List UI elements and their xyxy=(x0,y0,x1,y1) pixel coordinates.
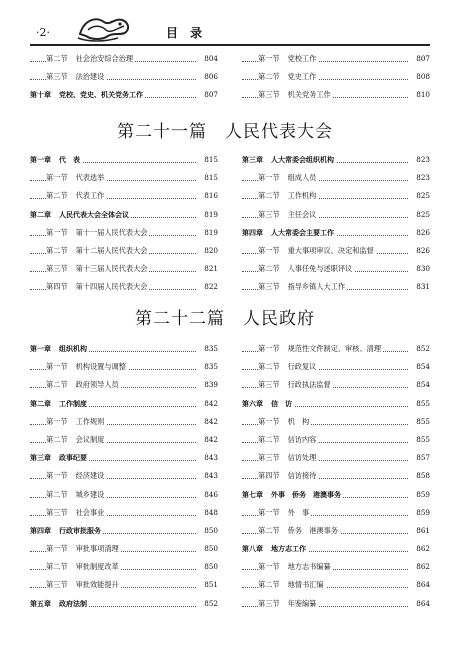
entry-label xyxy=(258,187,318,205)
entry-number: 第三节 xyxy=(46,72,68,82)
toc-section-entry xyxy=(242,358,430,376)
entry-title: 党史工作 xyxy=(287,72,317,82)
toc-section-entry xyxy=(30,558,218,576)
entry-number: 第二节 xyxy=(258,191,280,201)
page-header xyxy=(30,10,430,46)
entry-title: 审批事项清理 xyxy=(75,544,119,554)
toc-section-entry xyxy=(30,224,218,242)
entry-page-number: 825 xyxy=(408,206,430,224)
toc-section-entry xyxy=(242,595,430,613)
entry-title: 侨务 港澳事务 xyxy=(287,525,338,535)
toc-section-entry xyxy=(242,242,430,260)
toc-chapter-entry xyxy=(242,224,430,242)
entry-page-number: 807 xyxy=(196,86,218,104)
entry-page-number: 822 xyxy=(196,278,218,296)
entry-title: 人事任免与述职评议 xyxy=(287,264,353,274)
entry-title: 代表工作 xyxy=(75,191,105,201)
entry-title: 党校、党史、机关党务工作 xyxy=(59,91,143,100)
entry-title: 外事 侨务 港澳事务 xyxy=(271,490,341,499)
entry-label xyxy=(258,260,354,278)
entry-label xyxy=(258,376,333,394)
entry-number: 第二节 xyxy=(46,562,68,572)
entry-label xyxy=(46,278,149,296)
entry-title: 组织机构 xyxy=(59,345,87,353)
entry-title: 政府法制 xyxy=(59,599,87,608)
entry-page-number: 815 xyxy=(196,151,218,169)
toc-part22-right-column xyxy=(242,340,430,613)
entry-page-number: 864 xyxy=(408,595,430,613)
entry-label xyxy=(258,169,318,187)
entry-label xyxy=(258,595,318,613)
entry-page-number: 826 xyxy=(408,224,430,242)
entry-number: 第六章 xyxy=(242,399,263,408)
toc-chapter-entry xyxy=(242,395,430,413)
entry-page-number: 808 xyxy=(408,68,430,86)
entry-label xyxy=(258,340,383,358)
entry-label xyxy=(30,340,89,358)
page-number: ·2· xyxy=(36,26,50,39)
entry-page-number: 820 xyxy=(196,242,218,260)
toc-section-entry xyxy=(242,522,430,540)
toc-section-entry xyxy=(30,576,218,594)
entry-number: 第一节 xyxy=(46,544,68,554)
entry-page-number: 855 xyxy=(408,395,430,413)
part-21-title xyxy=(0,117,450,142)
entry-title: 组成人员 xyxy=(287,173,317,183)
toc-chapter-entry xyxy=(30,595,218,613)
entry-label xyxy=(258,558,333,576)
entry-page-number: 835 xyxy=(196,340,218,358)
entry-title: 行政执法监督 xyxy=(287,380,331,390)
entry-page-number: 839 xyxy=(196,376,218,394)
entry-title: 审批效能提升 xyxy=(75,580,119,590)
toc-section-entry xyxy=(242,86,430,104)
entry-title: 机构设置与调整 xyxy=(75,362,126,372)
entry-page-number: 842 xyxy=(196,413,218,431)
entry-page-number: 851 xyxy=(196,576,218,594)
entry-number: 第二节 xyxy=(258,72,280,82)
header-title: 目 录 xyxy=(166,26,207,40)
entry-title: 人大常委会组织机构 xyxy=(271,156,334,164)
entry-label xyxy=(258,576,326,594)
entry-label xyxy=(30,595,89,613)
part-21-number: 第二十一篇 xyxy=(117,122,207,142)
part-22-title xyxy=(0,304,450,329)
entry-label xyxy=(46,376,121,394)
entry-number: 第三节 xyxy=(258,282,280,292)
entry-label xyxy=(258,206,318,224)
entry-label xyxy=(46,558,121,576)
entry-page-number: 843 xyxy=(196,449,218,467)
entry-number: 第一节 xyxy=(258,173,280,183)
entry-page-number: 852 xyxy=(196,595,218,613)
entry-page-number: 842 xyxy=(196,395,218,413)
entry-title: 政事纪要 xyxy=(59,454,87,463)
entry-label xyxy=(46,50,135,68)
entry-page-number: 816 xyxy=(196,187,218,205)
toc-section-entry xyxy=(30,540,218,558)
entry-label xyxy=(46,413,106,431)
entry-number: 第二节 xyxy=(258,525,280,535)
toc-section-entry xyxy=(30,504,218,522)
entry-label xyxy=(30,522,103,540)
entry-number: 第二节 xyxy=(258,580,280,590)
entry-number: 第二节 xyxy=(46,54,68,63)
entry-label xyxy=(242,486,343,504)
entry-label xyxy=(46,504,106,522)
entry-page-number: 861 xyxy=(408,522,430,540)
entry-title: 机关党务工作 xyxy=(287,90,331,100)
toc-section-entry xyxy=(30,50,218,68)
entry-title: 第十一届人民代表大会 xyxy=(75,227,148,237)
toc-part22-left-column xyxy=(30,340,218,613)
entry-number: 第三节 xyxy=(46,507,68,517)
toc-section-entry xyxy=(242,50,430,68)
entry-title: 人民代表大会全体会议 xyxy=(59,210,129,219)
entry-page-number: 854 xyxy=(408,376,430,394)
toc-part21-left-column xyxy=(30,151,218,297)
entry-label xyxy=(46,431,106,449)
header-rule xyxy=(30,44,430,46)
entry-number: 第一节 xyxy=(46,173,68,183)
toc-section-entry xyxy=(242,576,430,594)
toc-section-entry xyxy=(30,413,218,431)
entry-label xyxy=(242,540,308,558)
toc-section-entry xyxy=(30,376,218,394)
entry-title: 第十三届人民代表大会 xyxy=(75,264,148,274)
toc-section-entry xyxy=(30,187,218,205)
entry-number: 第三章 xyxy=(30,454,51,463)
entry-page-number: 826 xyxy=(408,242,430,260)
entry-label xyxy=(258,504,311,522)
entry-number: 第二节 xyxy=(46,380,68,390)
entry-page-number: 854 xyxy=(408,358,430,376)
entry-number: 第一节 xyxy=(46,362,68,372)
entry-page-number: 862 xyxy=(408,540,430,558)
entry-number: 第一节 xyxy=(46,227,68,237)
entry-page-number: 852 xyxy=(408,340,430,358)
entry-title: 审批制度改革 xyxy=(75,562,119,572)
entry-label xyxy=(30,449,89,467)
entry-page-number: 810 xyxy=(408,86,430,104)
entry-number: 第四章 xyxy=(242,228,263,237)
toc-section-entry xyxy=(30,260,218,278)
entry-number: 第一节 xyxy=(258,344,280,353)
entry-number: 第一章 xyxy=(30,156,51,164)
entry-title: 党校工作 xyxy=(287,54,317,63)
entry-number: 第四章 xyxy=(30,526,51,535)
entry-page-number: 804 xyxy=(196,50,218,68)
entry-number: 第三节 xyxy=(46,264,68,274)
entry-number: 第五章 xyxy=(30,599,51,608)
entry-number: 第一节 xyxy=(258,507,280,517)
entry-number: 第一节 xyxy=(258,562,280,572)
toc-chapter-entry xyxy=(30,395,218,413)
entry-number: 第二章 xyxy=(30,210,51,219)
entry-title: 地方志工作 xyxy=(271,545,306,554)
entry-title: 工作制度 xyxy=(59,399,87,408)
entry-label xyxy=(46,224,149,242)
entry-number: 第二节 xyxy=(46,434,68,444)
entry-page-number: 806 xyxy=(196,68,218,86)
toc-section-entry xyxy=(30,467,218,485)
entry-page-number: 819 xyxy=(196,224,218,242)
entry-title: 地方志书编纂 xyxy=(287,562,331,572)
entry-title: 行政审批服务 xyxy=(59,526,101,535)
entry-label xyxy=(46,358,128,376)
part-22-name: 人民政府 xyxy=(243,309,315,329)
entry-title: 信 访 xyxy=(271,399,292,408)
toc-part21-right-column xyxy=(242,151,430,297)
toc-chapter-entry xyxy=(30,340,218,358)
toc-chapter-entry xyxy=(30,449,218,467)
entry-title: 工作机构 xyxy=(287,191,317,201)
entry-label xyxy=(258,522,340,540)
entry-page-number: 857 xyxy=(408,449,430,467)
entry-number: 第一章 xyxy=(30,345,51,353)
entry-page-number: 855 xyxy=(408,413,430,431)
entry-page-number: 850 xyxy=(196,540,218,558)
entry-title: 人大常委会主要工作 xyxy=(271,228,334,237)
entry-page-number: 842 xyxy=(196,431,218,449)
entry-title: 外 事 xyxy=(287,507,310,517)
entry-label xyxy=(258,50,318,68)
entry-title: 指导乡镇人大工作 xyxy=(287,282,346,292)
entry-page-number: 859 xyxy=(408,486,430,504)
entry-page-number: 862 xyxy=(408,558,430,576)
entry-label xyxy=(30,151,82,169)
entry-title: 重大事项审议、决定和监督 xyxy=(287,245,374,255)
entry-label xyxy=(258,278,347,296)
toc-section-entry xyxy=(242,260,430,278)
entry-label xyxy=(46,187,106,205)
entry-label xyxy=(46,486,106,504)
entry-page-number: 830 xyxy=(408,260,430,278)
entry-title: 社会治安综合治理 xyxy=(75,54,134,63)
toc-chapter-entry xyxy=(30,151,218,169)
entry-number: 第二节 xyxy=(258,362,280,372)
entry-label xyxy=(30,206,131,224)
entry-page-number: 815 xyxy=(196,169,218,187)
entry-number: 第七章 xyxy=(242,490,263,499)
toc-section-entry xyxy=(30,169,218,187)
toc-section-entry xyxy=(242,68,430,86)
entry-page-number: 821 xyxy=(196,260,218,278)
entry-number: 第三节 xyxy=(258,598,280,608)
toc-chapter-entry xyxy=(30,522,218,540)
toc-chapter-entry xyxy=(242,151,430,169)
entry-label xyxy=(46,242,149,260)
entry-number: 第十章 xyxy=(30,91,51,100)
entry-label xyxy=(258,68,318,86)
entry-number: 第二节 xyxy=(46,489,68,499)
entry-label xyxy=(46,169,106,187)
entry-number: 第一节 xyxy=(258,54,280,63)
entry-number: 第二节 xyxy=(258,264,280,274)
entry-label xyxy=(46,576,121,594)
toc-section-entry xyxy=(242,187,430,205)
toc-chapter-entry xyxy=(242,540,430,558)
entry-label xyxy=(242,151,336,169)
entry-page-number: 835 xyxy=(196,358,218,376)
entry-page-number: 846 xyxy=(196,486,218,504)
toc-top-left-column xyxy=(30,50,218,105)
entry-label xyxy=(242,395,294,413)
entry-page-number: 807 xyxy=(408,50,430,68)
entry-page-number: 825 xyxy=(408,187,430,205)
entry-number: 第二章 xyxy=(30,399,51,408)
entry-number: 第三节 xyxy=(258,209,280,219)
entry-title: 政府领导人员 xyxy=(75,380,119,390)
entry-title: 法治建设 xyxy=(75,72,105,82)
toc-top-right-column xyxy=(242,50,430,105)
entry-title: 年鉴编纂 xyxy=(287,598,317,608)
entry-number: 第二节 xyxy=(46,245,68,255)
toc-section-entry xyxy=(242,278,430,296)
toc-section-entry xyxy=(242,504,430,522)
entry-title: 工作规则 xyxy=(75,416,105,426)
entry-number: 第八章 xyxy=(242,545,263,554)
toc-section-entry xyxy=(242,467,430,485)
entry-label xyxy=(46,260,149,278)
entry-label xyxy=(258,86,333,104)
entry-title: 信访内容 xyxy=(287,434,317,444)
entry-number: 第一节 xyxy=(46,471,68,481)
entry-title: 信访处理 xyxy=(287,453,317,463)
entry-title: 代 表 xyxy=(59,156,80,164)
entry-page-number: 850 xyxy=(196,522,218,540)
entry-page-number: 831 xyxy=(408,278,430,296)
entry-number: 第三节 xyxy=(46,580,68,590)
entry-number: 第一节 xyxy=(258,245,280,255)
toc-section-entry xyxy=(242,558,430,576)
toc-section-entry xyxy=(30,278,218,296)
entry-label xyxy=(258,413,311,431)
dragon-logo-icon xyxy=(74,12,136,44)
toc-section-entry xyxy=(30,486,218,504)
entry-label xyxy=(46,540,121,558)
entry-number: 第三节 xyxy=(258,90,280,100)
entry-title: 信访接待 xyxy=(287,471,317,481)
entry-label xyxy=(242,224,336,242)
entry-page-number: 819 xyxy=(196,206,218,224)
entry-title: 代表选举 xyxy=(75,173,105,183)
entry-title: 机 构 xyxy=(287,416,310,426)
entry-number: 第一节 xyxy=(46,416,68,426)
entry-label xyxy=(258,242,376,260)
entry-page-number: 823 xyxy=(408,169,430,187)
toc-section-entry xyxy=(242,449,430,467)
entry-title: 主任会议 xyxy=(287,209,317,219)
entry-page-number: 843 xyxy=(196,467,218,485)
entry-label xyxy=(30,395,89,413)
entry-page-number: 855 xyxy=(408,431,430,449)
entry-page-number: 823 xyxy=(408,151,430,169)
toc-section-entry xyxy=(242,376,430,394)
toc-chapter-entry xyxy=(30,206,218,224)
entry-label xyxy=(258,358,318,376)
part-22-number: 第二十二篇 xyxy=(135,309,225,329)
toc-section-entry xyxy=(242,340,430,358)
toc-section-entry xyxy=(30,242,218,260)
entry-title: 会议制度 xyxy=(75,434,105,444)
toc-section-entry xyxy=(242,431,430,449)
entry-page-number: 864 xyxy=(408,576,430,594)
entry-label xyxy=(30,86,145,104)
toc-chapter-entry xyxy=(242,486,430,504)
entry-number: 第二节 xyxy=(258,434,280,444)
entry-title: 规范性文件制定、审核、清理 xyxy=(287,344,382,353)
entry-title: 地情书汇编 xyxy=(287,580,324,590)
entry-title: 城乡建设 xyxy=(75,489,105,499)
entry-number: 第三节 xyxy=(258,380,280,390)
toc-section-entry xyxy=(242,169,430,187)
entry-title: 第十二届人民代表大会 xyxy=(75,245,148,255)
entry-number: 第三节 xyxy=(258,453,280,463)
entry-title: 行政复议 xyxy=(287,362,317,372)
entry-label xyxy=(258,431,318,449)
entry-page-number: 850 xyxy=(196,558,218,576)
entry-label xyxy=(46,68,106,86)
entry-title: 经济建设 xyxy=(75,471,105,481)
toc-section-entry xyxy=(242,413,430,431)
entry-number: 第二节 xyxy=(46,191,68,201)
toc-chapter-entry xyxy=(30,86,218,104)
entry-label xyxy=(258,449,318,467)
entry-number: 第四节 xyxy=(258,471,280,481)
entry-title: 社会事业 xyxy=(75,507,105,517)
entry-title: 第十四届人民代表大会 xyxy=(75,282,148,292)
toc-section-entry xyxy=(30,68,218,86)
entry-number: 第三章 xyxy=(242,156,263,164)
toc-section-entry xyxy=(30,358,218,376)
entry-label xyxy=(258,467,318,485)
entry-number: 第四节 xyxy=(46,282,68,292)
entry-page-number: 848 xyxy=(196,504,218,522)
entry-page-number: 859 xyxy=(408,504,430,522)
entry-label xyxy=(46,467,106,485)
toc-section-entry xyxy=(30,431,218,449)
entry-number: 第一节 xyxy=(258,416,280,426)
toc-section-entry xyxy=(242,206,430,224)
entry-page-number: 858 xyxy=(408,467,430,485)
part-21-name: 人民代表大会 xyxy=(225,122,333,142)
